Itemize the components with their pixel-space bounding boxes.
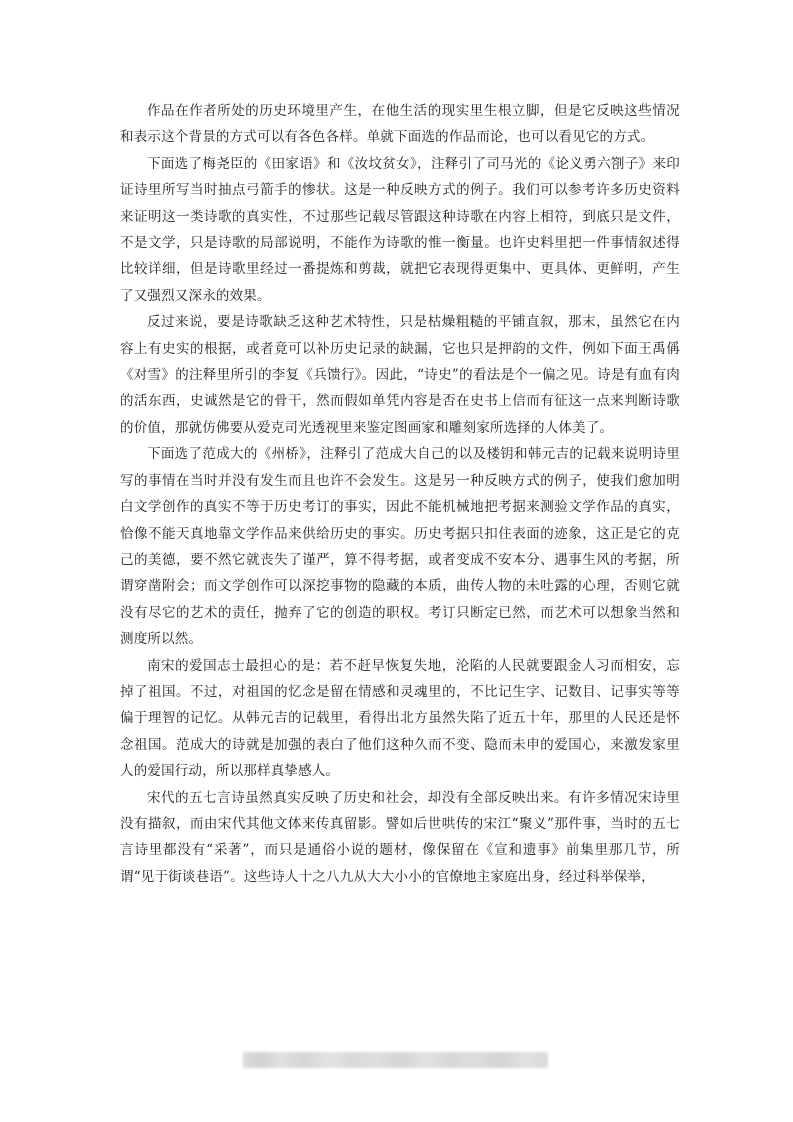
blurred-footer-watermark — [243, 1052, 548, 1068]
paragraph-1: 作品在作者所处的历史环境里产生，在他生活的现实里生根立脚，但是它反映这些情况和表示这个背景的方式可以有各色各样。单就下面选的作品而论，也可以看见它的方式。 — [120, 103, 680, 146]
paragraph-3: 反过来说，要是诗歌缺乏这种艺术特性，只是枯燥粗糙的平铺直叙，那末，虽然它在内容上有史实的根据，或者竟可以补历史记录的缺漏，它也只是押韵的文件，例如下面王禹偁《对雪》的注释里所引的李复《兵馈行》。因此，“诗史”的看法是个一偏之见。诗是有血有肉的活东西，史诚然是它的骨干，然而假如单凭内容是否在史书上信而有征这一点来判断诗歌的价值，那就仿佛要从爱克司光透视里来鉴定图画家和雕刻家所选择的人体美了。 — [120, 314, 680, 436]
paragraph-5: 南宋的爱国志士最担心的是：若不赶早恢复失地，沦陷的人民就要跟金人习而相安，忘掉了祖国。不过，对祖国的忆念是留在情感和灵魂里的，不比记生字、记数目、记事实等等偏于理智的记忆。从韩元吉的记载里，看得出北方虽然失陷了近五十年，那里的人民还是怀念祖国。范成大的诗就是加强的表白了他们这种久而不变、隐而未申的爱国心，来激发家里人的爱国行动，所以那样真挚感人。 — [120, 657, 680, 780]
paragraph-4: 下面选了范成大的《州桥》，注释引了范成大自己的以及楼钥和韩元吉的记载来说明诗里写的事情在当时并没有发生而且也许不会发生。这是另一种反映方式的例子，使我们愈加明白文学创作的真实不等于历史考订的事实，因此不能机械地把考据来测验文学作品的真实，恰像不能天真地靠文学作品来供给历史的事实。历史考据只扣住表面的迹象，这正是它的克己的美德，要不然它就丧失了谨严，算不得考据，或者变成不安本分、遇事生风的考据，所谓穿凿附会；而文学创作可以深挖事物的隐藏的本质，曲传人物的未吐露的心理，否则它就没有尽它的艺术的责任，抛弃了它的创造的职权。考订只断定已然，而艺术可以想象当然和测度所以然。 — [120, 446, 680, 648]
article-body — [120, 98, 680, 890]
paragraph-6: 宋代的五七言诗虽然真实反映了历史和社会，却没有全部反映出来。有许多情况宋诗里没有描叙，而由宋代其他文体来传真留影。譬如后世哄传的宋江“聚义”那件事，当时的五七言诗里都没有“采著”，而只是通俗小说的题材，像保留在《宣和遗事》前集里那几节，所谓“见于街谈巷语”。这些诗人十之八九从大大小小的官僚地主家庭出身，经过科举保举， — [120, 789, 680, 885]
paragraph-2: 下面选了梅尧臣的《田家语》和《汝坟贫女》，注释引了司马光的《论义勇六劄子》来印证诗里所写当时抽点弓箭手的惨状。这是一种反映方式的例子。我们可以参考许多历史资料来证明这一类诗歌的真实性，不过那些记载尽管跟这种诗歌在内容上相符，到底只是文件，不是文学，只是诗歌的局部说明，不能作为诗歌的惟一衡量。也许史料里把一件事情叙述得比较详细，但是诗歌里经过一番提炼和剪裁，就把它表现得更集中、更具体、更鲜明，产生了又强烈又深永的效果。 — [120, 155, 680, 304]
